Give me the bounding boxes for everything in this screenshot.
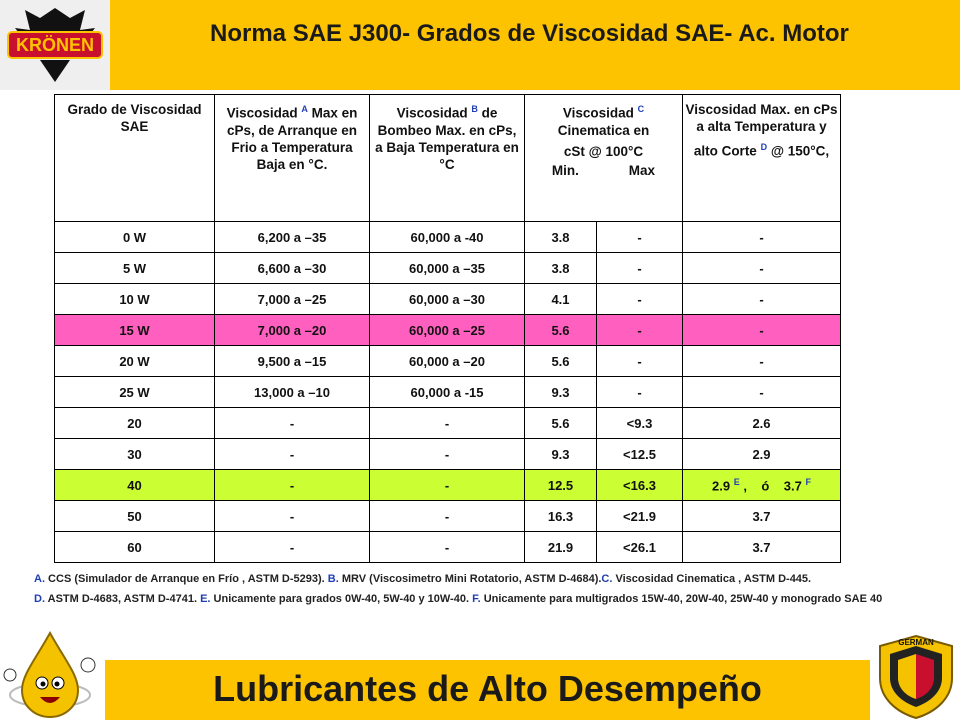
table-row: [55, 284, 841, 315]
cell-hths: 2.9 $^E$ , ó 3.7 $^F$: [683, 470, 841, 501]
cell-min: 21.9: [525, 532, 597, 563]
cell-grade: 20: [55, 408, 215, 439]
cell-grade: 30: [55, 439, 215, 470]
cell-min: 3.8: [525, 222, 597, 253]
cell-cold: 6,200 a –35: [215, 222, 370, 253]
cell-grade: 20 W: [55, 346, 215, 377]
header-cold-crank: Viscosidad $^A$ Max en cPs, de Arranque en Frio a Temperatura Baja en °C.: [215, 95, 370, 222]
header-pumping: Viscosidad $^B$ de Bombeo Max. en cPs, a Baja Temperatura en °C: [370, 95, 525, 222]
cell-cold: -: [215, 532, 370, 563]
cell-cold: 7,000 a –20: [215, 315, 370, 346]
cell-min: 12.5: [525, 470, 597, 501]
table-row: [55, 377, 841, 408]
header-kinematic: Viscosidad $^C$ Cinematica en cSt @ 100°C Min. Max: [525, 95, 683, 222]
cell-max: -: [597, 253, 683, 284]
cell-hths: -: [683, 222, 841, 253]
header-max: Max: [628, 162, 656, 178]
footer-title: Lubricantes de Alto Desempeño: [213, 668, 762, 709]
cell-cold: 6,600 a –30: [215, 253, 370, 284]
cell-hths: 3.7: [683, 501, 841, 532]
cell-grade: 25 W: [55, 377, 215, 408]
cell-grade: 60: [55, 532, 215, 563]
oil-drop-mascot: [0, 625, 100, 720]
cell-hths: -: [683, 346, 841, 377]
table-row: [55, 439, 841, 470]
cell-hths: -: [683, 253, 841, 284]
cell-hths: 2.6: [683, 408, 841, 439]
cell-grade: 5 W: [55, 253, 215, 284]
cell-max: -: [597, 377, 683, 408]
cell-grade: 50: [55, 501, 215, 532]
cell-cold: -: [215, 470, 370, 501]
cell-min: 4.1: [525, 284, 597, 315]
cell-pump: -: [370, 501, 525, 532]
header-hths: Viscosidad Max. en cPs a alta Temperatura y alto Corte $^D$ @ 150°C,: [683, 95, 841, 222]
table-row: [55, 532, 841, 563]
german-technology-badge: [874, 632, 958, 720]
page-title: Norma SAE J300- Grados de Viscosidad SAE- Ac. Motor: [210, 20, 849, 47]
cell-grade: 10 W: [55, 284, 215, 315]
cell-pump: -: [370, 532, 525, 563]
cell-grade: 40: [55, 470, 215, 501]
footnote-line-1: A. CCS (Simulador de Arranque en Frío , ASTM D-5293). B. MRV (Viscosimetro Mini Rotatorio, ASTM D-4684).C. Viscosidad Cinematica , ASTM D-445.: [34, 573, 812, 585]
cell-hths: 3.7: [683, 532, 841, 563]
header-min: Min.: [551, 162, 579, 178]
cell-min: 16.3: [525, 501, 597, 532]
cell-min: 5.6: [525, 315, 597, 346]
table-row: [55, 222, 841, 253]
logo-lettering: KRÖNEN: [15, 35, 95, 55]
cell-cold: -: [215, 439, 370, 470]
cell-hths: 2.9: [683, 439, 841, 470]
cell-pump: 60,000 a –25: [370, 315, 525, 346]
cell-pump: -: [370, 470, 525, 501]
cell-min: 9.3: [525, 377, 597, 408]
cell-cold: -: [215, 501, 370, 532]
cell-max: -: [597, 315, 683, 346]
cell-min: 9.3: [525, 439, 597, 470]
cell-pump: -: [370, 439, 525, 470]
cell-hths: -: [683, 315, 841, 346]
cell-pump: 60,000 a -15: [370, 377, 525, 408]
cell-hths: -: [683, 284, 841, 315]
cell-cold: 9,500 a –15: [215, 346, 370, 377]
cell-cold: 7,000 a –25: [215, 284, 370, 315]
kronen-logo: [0, 0, 110, 90]
cell-cold: -: [215, 408, 370, 439]
cell-cold: 13,000 a –10: [215, 377, 370, 408]
table-row-highlighted-green: [55, 470, 841, 501]
cell-max: -: [597, 222, 683, 253]
cell-pump: 60,000 a –20: [370, 346, 525, 377]
cell-max: <9.3: [597, 408, 683, 439]
table-row: [55, 253, 841, 284]
badge-lettering: GERMAN: [898, 638, 934, 647]
cell-max: <21.9: [597, 501, 683, 532]
table-header-row: [55, 95, 841, 222]
footnotes: [34, 572, 914, 612]
cell-pump: -: [370, 408, 525, 439]
cell-max: <12.5: [597, 439, 683, 470]
cell-hths: -: [683, 377, 841, 408]
footnote-line-2: D. ASTM D-4683, ASTM D-4741. E. Unicamente para grados 0W-40, 5W-40 y 10W-40. F. Unicamente para multigrados 15W-40, 20W-40, 25W-40 y monogrado SAE 40: [34, 593, 883, 605]
table-row-highlighted-pink: [55, 315, 841, 346]
cell-min: 3.8: [525, 253, 597, 284]
footer-bar: [105, 660, 870, 720]
header-grade: Grado de Viscosidad SAE: [55, 95, 215, 222]
cell-min: 5.6: [525, 346, 597, 377]
cell-max: -: [597, 284, 683, 315]
viscosity-table: [54, 94, 841, 563]
cell-max: <16.3: [597, 470, 683, 501]
cell-grade: 15 W: [55, 315, 215, 346]
cell-pump: 60,000 a –35: [370, 253, 525, 284]
cell-max: -: [597, 346, 683, 377]
cell-pump: 60,000 a –30: [370, 284, 525, 315]
table-row: [55, 408, 841, 439]
cell-min: 5.6: [525, 408, 597, 439]
cell-max: <26.1: [597, 532, 683, 563]
cell-pump: 60,000 a -40: [370, 222, 525, 253]
table-row: [55, 346, 841, 377]
table-row: [55, 501, 841, 532]
cell-grade: 0 W: [55, 222, 215, 253]
